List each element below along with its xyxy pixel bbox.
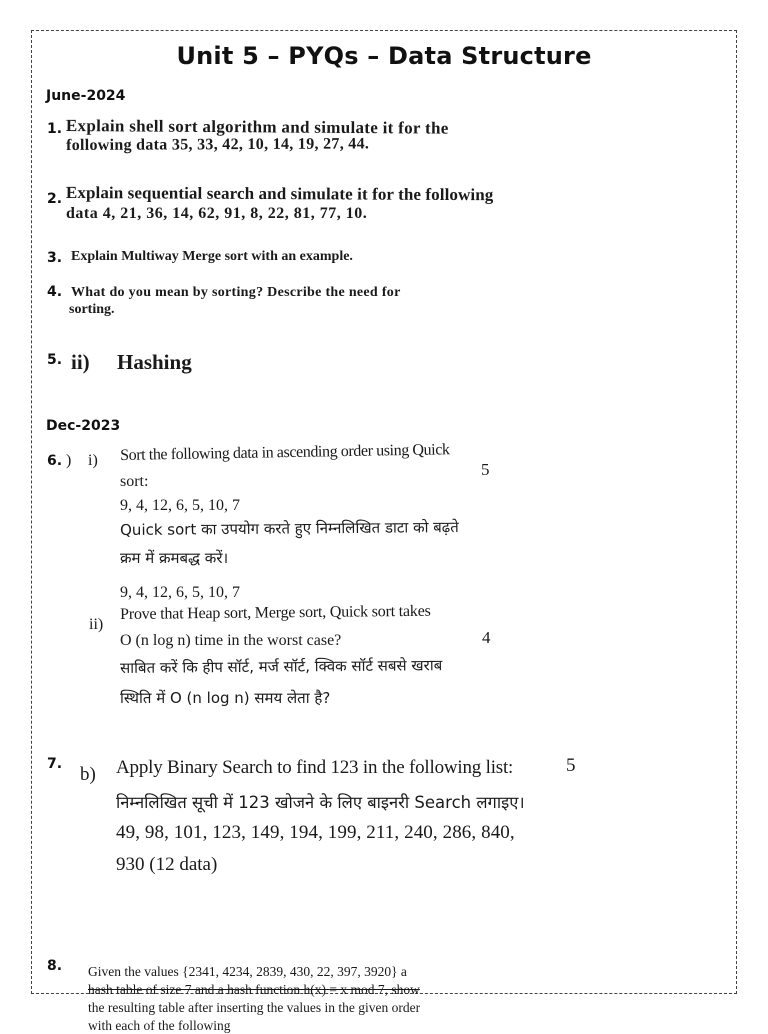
question-6-ii-label: ii) — [89, 616, 104, 633]
question-8-line-3: the resulting table after inserting the values in the given order — [88, 1000, 421, 1015]
question-6-i-marks: 5 — [481, 460, 490, 479]
question-6-ii-hindi-line-2 — [120, 688, 330, 708]
question-7-hindi-line-text: निम्नलिखित सूची में 123 खोजने के लिए बाइनरी Search लगाइए। — [116, 793, 525, 812]
question-6-i-line-2: sort: — [120, 473, 149, 490]
question-6-i-hindi-line-2 — [120, 548, 228, 568]
page-title: Unit 5 – PYQs – Data Structure — [176, 42, 592, 70]
question-7-marks: 5 — [566, 755, 576, 776]
question-7-hindi-line — [116, 790, 525, 813]
question-number-1: 1. — [47, 121, 63, 137]
question-3-line-1: Explain Multiway Merge sort with an example. — [71, 249, 353, 264]
question-number-8: 8. — [47, 958, 63, 974]
question-7-line-1: Apply Binary Search to find 123 in the following list: — [116, 757, 514, 778]
question-number-7: 7. — [47, 756, 63, 772]
question-2-line-2: data 4, 21, 36, 14, 62, 91, 8, 22, 81, 77, 10. — [66, 205, 368, 222]
question-6-i-data: 9, 4, 12, 6, 5, 10, 7 — [120, 497, 240, 514]
section-heading-june-2024: June-2024 — [46, 88, 126, 104]
question-5-label: ii) — [71, 350, 90, 374]
question-4-line-1: What do you mean by sorting? Describe the need for — [71, 285, 401, 300]
question-number-4: 4. — [47, 284, 63, 300]
question-number-2: 2. — [47, 191, 63, 207]
question-2-line-1: Explain sequential search and simulate it for the following — [65, 183, 494, 205]
question-6-ii-hindi-line-2-text: स्थिति में O (n log n) समय लेता है? — [120, 689, 331, 707]
question-number-6: 6. — [47, 453, 63, 469]
question-7-line-4: 930 (12 data) — [116, 854, 218, 875]
question-6-ii-line-2: O (n log n) time in the worst case? — [120, 632, 342, 649]
question-6-i-data-repeat: 9, 4, 12, 6, 5, 10, 7 — [120, 584, 240, 601]
question-8-line-1: Given the values {2341, 4234, 2839, 430, 22, 397, 3920} a — [88, 964, 407, 979]
question-5-text: Hashing — [117, 350, 192, 374]
question-1-line-2: following data 35, 33, 42, 10, 14, 19, 27, 44. — [66, 135, 370, 154]
question-number-3: 3. — [47, 250, 63, 266]
question-6-ii-hindi-line-1 — [120, 655, 442, 678]
question-6-i-label: i) — [88, 452, 98, 469]
question-6-i-hindi-line-2-text: क्रम में क्रमबद्ध करें। — [120, 549, 229, 567]
question-1-line-1: Explain shell sort algorithm and simulate it for the — [65, 116, 449, 138]
question-6-ii-line-1: Prove that Heap sort, Merge sort, Quick sort takes — [120, 602, 431, 623]
question-4-line-2: sorting. — [69, 302, 115, 317]
question-7-line-3: 49, 98, 101, 123, 149, 194, 199, 211, 240, 286, 840, — [116, 822, 515, 843]
question-8-line-2: hash table of size 7 and a hash function h(x) = x mod 7, show — [88, 982, 420, 997]
question-6-paren: ) — [66, 452, 72, 469]
question-6-ii-marks: 4 — [482, 628, 491, 647]
question-7-label: b) — [80, 764, 96, 785]
question-8-line-4: with each of the following — [88, 1018, 231, 1033]
question-6-i-line-1: Sort the following data in ascending order using Quick — [120, 441, 450, 464]
question-number-5: 5. — [47, 352, 63, 368]
section-heading-dec-2023: Dec-2023 — [46, 418, 121, 434]
question-6-ii-hindi-line-1-text: साबित करें कि हीप सॉर्ट, मर्ज सॉर्ट, क्विक सॉर्ट सबसे खराब — [120, 656, 443, 677]
question-6-i-hindi-line-1-text: Quick sort का उपयोग करते हुए निम्नलिखित डाटा को बढ़ते — [120, 518, 459, 539]
question-6-i-hindi-line-1 — [120, 517, 459, 540]
